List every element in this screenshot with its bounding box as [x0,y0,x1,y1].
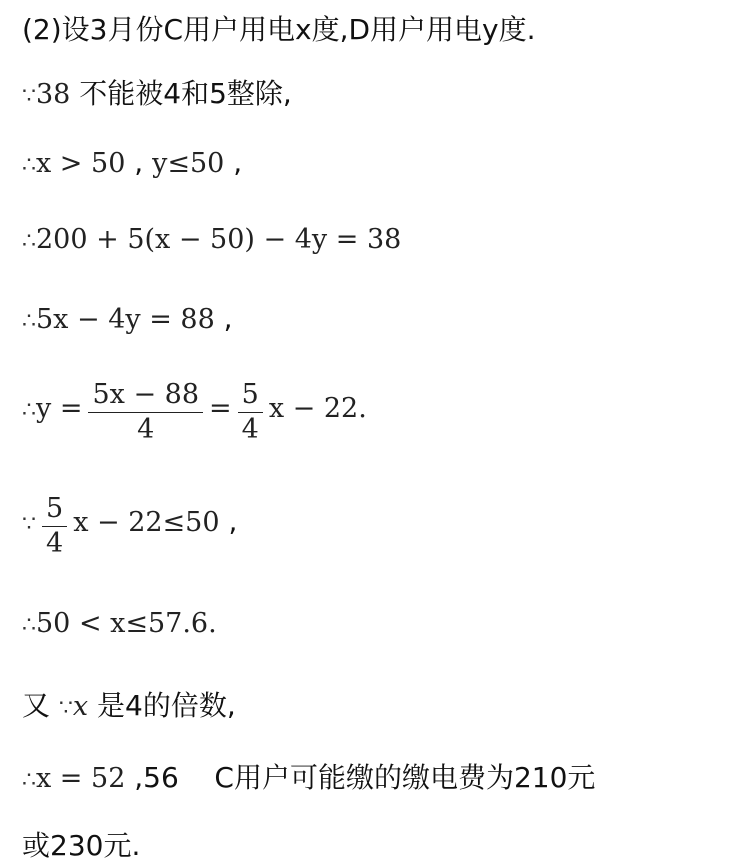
fraction-1-numerator: 5x − 88 [92,379,200,410]
equation-expanded: 200 + 5(x − 50) − 4y = 38 [36,224,402,255]
because-symbol: ∵ [58,696,73,721]
line-1 [22,8,536,48]
therefore-symbol: ∴ [22,768,36,793]
fraction-3 [42,492,67,561]
line-3-end: , [224,146,243,179]
line-11-text: 或230元. [22,829,141,862]
line-6-tail: x − 22. [268,393,367,424]
line-9 [22,684,236,724]
fraction-2-numerator: 5 [241,379,259,410]
math-y-le-50: y≤50 [152,148,225,179]
line-5 [22,302,233,335]
math-x: x [72,691,89,722]
line-3 [22,146,242,179]
therefore-symbol: ∴ [22,398,36,423]
line-11 [22,824,140,864]
fraction-3-numerator: 5 [46,493,64,524]
line-9-prefix: 又 [22,689,59,722]
comma-sep: , [125,146,153,179]
therefore-symbol: ∴ [22,153,36,178]
intro-text: (2)设3月份C用户用电x度,D用户用电y度. [22,13,536,46]
line-7-end: , [219,505,238,538]
line-5-end: , [214,302,233,335]
line-7 [22,492,237,561]
therefore-symbol: ∴ [22,613,36,638]
fraction-1-denominator: 4 [137,414,155,445]
x-range: 50 < x≤57.6. [36,608,217,639]
because-symbol: ∵ [22,512,36,537]
math-x-gt-50: x > 50 [36,148,126,179]
y-equals: y = [36,393,83,424]
equation-simplified: 5x − 4y = 88 [36,304,215,335]
line-4 [22,224,401,255]
therefore-symbol: ∴ [22,309,36,334]
line-10-text: ,56 C用户可能缴的缴电费为210元 [125,761,596,794]
line-2 [22,72,292,112]
line-8 [22,608,217,639]
therefore-symbol: ∴ [22,229,36,254]
math-38: 38 [36,79,71,110]
fraction-2 [238,378,263,447]
line-2-text: 不能被4和5整除, [70,77,292,110]
equals-sign: = [209,393,232,424]
inequality-tail: x − 22≤50 [73,507,220,538]
fraction-1 [88,378,203,447]
line-10 [22,756,595,796]
line-6 [22,378,367,447]
fraction-3-denominator: 4 [46,528,64,559]
because-symbol: ∵ [22,84,36,109]
line-9-text: 是4的倍数, [88,689,236,722]
fraction-2-denominator: 4 [241,414,259,445]
x-equals-52: x = 52 [36,763,126,794]
